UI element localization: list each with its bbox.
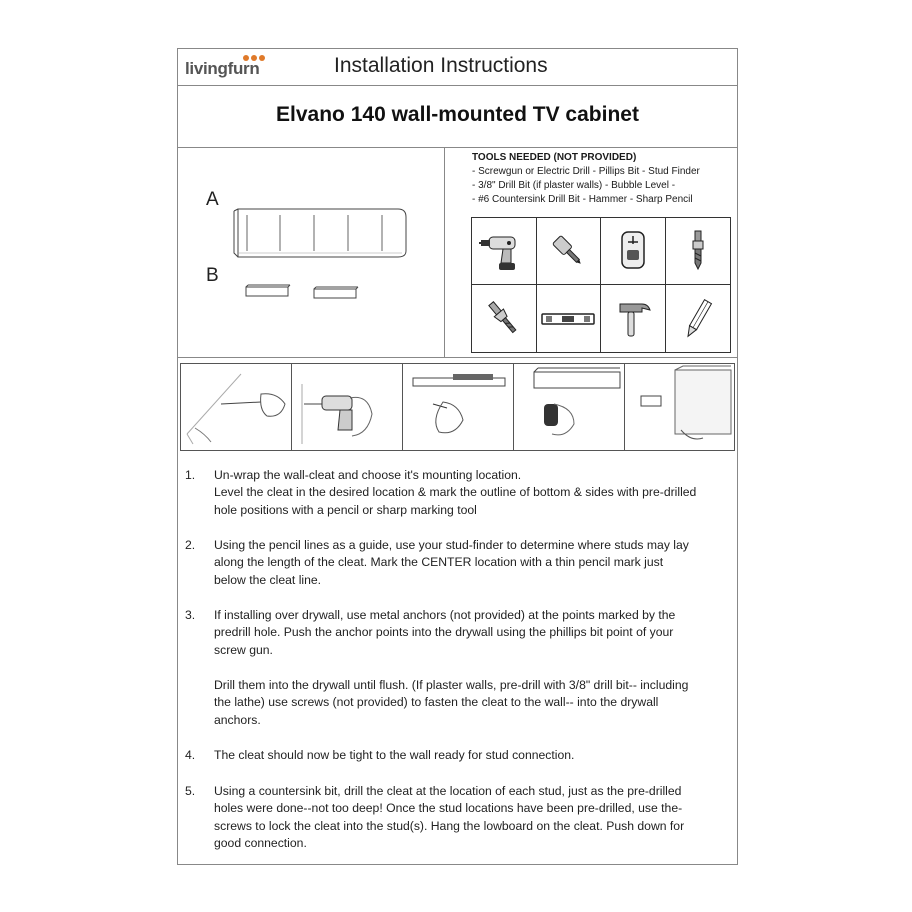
- drill-bit-icon: [688, 229, 708, 273]
- instruction-sheet: [177, 48, 738, 865]
- wall-cleat-illustration: [244, 281, 364, 305]
- step-text-line: screw gun.: [214, 642, 273, 657]
- tool-cell: [666, 285, 731, 352]
- level-cleat-illustration: [403, 364, 513, 450]
- tools-grid: [471, 217, 731, 353]
- drill-wall-illustration: [292, 364, 402, 450]
- stud-finder-icon: [616, 230, 650, 272]
- document-title: Installation Instructions: [334, 54, 548, 77]
- hammer-icon: [612, 298, 654, 340]
- step-text-line: Un-wrap the wall-cleat and choose it's mounting location.: [214, 468, 522, 482]
- step-number: 4.: [185, 748, 196, 762]
- step-text-line: If installing over drywall, use metal anchors (not provided) at the points marked by the: [214, 608, 676, 622]
- part-b-label: B: [206, 265, 219, 286]
- step-text-line: Drill them into the drywall until flush. (If plaster walls, pre-drill with 3/8" drill bit-- including: [214, 678, 689, 692]
- tool-cell: [537, 285, 602, 352]
- step-text-line: along the length of the cleat. Mark the CENTER location with a thin pencil mark just: [214, 555, 664, 570]
- step-illustration: [181, 364, 292, 450]
- step-illustration: [625, 364, 735, 450]
- step-text-line: The cleat should now be tight to the wall ready for stud connection.: [214, 748, 575, 762]
- hang-cabinet-illustration: [625, 364, 735, 450]
- step-text-line: Level the cleat in the desired location & mark the outline of bottom & sides with pre-drilled: [214, 485, 697, 500]
- step-number: 3.: [185, 608, 196, 622]
- tools-heading: TOOLS NEEDED (NOT PROVIDED): [472, 152, 637, 163]
- step-text-line: holes were done--not too deep! Once the stud locations have been pre-drilled, use the-: [214, 801, 683, 816]
- stud-finder-illustration: [514, 364, 624, 450]
- parts-divider: [444, 147, 445, 357]
- tool-cell: [601, 218, 666, 285]
- tool-cell: [666, 218, 731, 285]
- step-text-line: the lathe) use screws (not provided) to fasten the cleat to the wall-- into the drywall: [214, 695, 659, 710]
- brand-logo: livingfurn: [185, 59, 260, 78]
- tool-cell: [472, 285, 537, 352]
- product-title: Elvano 140 wall-mounted TV cabinet: [276, 103, 639, 126]
- step-illustrations-row: [178, 363, 737, 453]
- step-text: [214, 537, 734, 589]
- tool-cell: [472, 218, 537, 285]
- step-text-line: hole positions with a pencil or sharp marking tool: [214, 502, 477, 517]
- tool-cell: [601, 285, 666, 352]
- mark-wall-illustration: [181, 364, 291, 450]
- step-text: [214, 467, 734, 519]
- product-title-row: [178, 85, 737, 148]
- tools-line: - #6 Countersink Drill Bit - Hammer - Sharp Pencil: [472, 194, 693, 205]
- pencil-icon: [678, 297, 718, 341]
- cabinet-illustration: [230, 205, 410, 263]
- step-text-line: anchors.: [214, 712, 261, 727]
- step-text-line: Using a countersink bit, drill the cleat at the location of each stud, just as the pre-drilled: [214, 784, 682, 798]
- tools-line: - Screwgun or Electric Drill - Pillips Bit - Stud Finder: [472, 166, 700, 177]
- step-text: [214, 677, 734, 729]
- step-number: 5.: [185, 784, 196, 798]
- tools-line: - 3/8" Drill Bit (if plaster walls) - Bubble Level -: [472, 180, 676, 191]
- header-row: [178, 49, 737, 86]
- step-text-line: below the cleat line.: [214, 572, 322, 587]
- phillips-bit-icon: [548, 231, 588, 271]
- step-text-line: predrill hole. Push the anchor points into the drywall using the phillips bit point of your: [214, 625, 674, 640]
- step-text-line: good connection.: [214, 836, 307, 851]
- step-illustration-strip: [180, 363, 735, 451]
- step-number: 1.: [185, 468, 196, 482]
- step-number: 2.: [185, 538, 196, 552]
- step-text-line: Using the pencil lines as a guide, use your stud-finder to determine where studs may lay: [214, 538, 689, 552]
- bubble-level-icon: [540, 309, 596, 329]
- step-text-line: screws to lock the cleat into the stud(s). Hang the lowboard on the cleat. Push down for: [214, 818, 685, 833]
- step-illustration: [292, 364, 403, 450]
- step-text: [214, 747, 734, 764]
- step-illustration: [403, 364, 514, 450]
- drill-icon: [479, 229, 529, 273]
- parts-and-tools-row: [178, 147, 737, 358]
- step-text: [214, 783, 734, 853]
- part-a-label: A: [206, 189, 219, 210]
- step-illustration: [514, 364, 625, 450]
- countersink-bit-icon: [482, 299, 526, 339]
- tool-cell: [537, 218, 602, 285]
- step-text: [214, 607, 734, 659]
